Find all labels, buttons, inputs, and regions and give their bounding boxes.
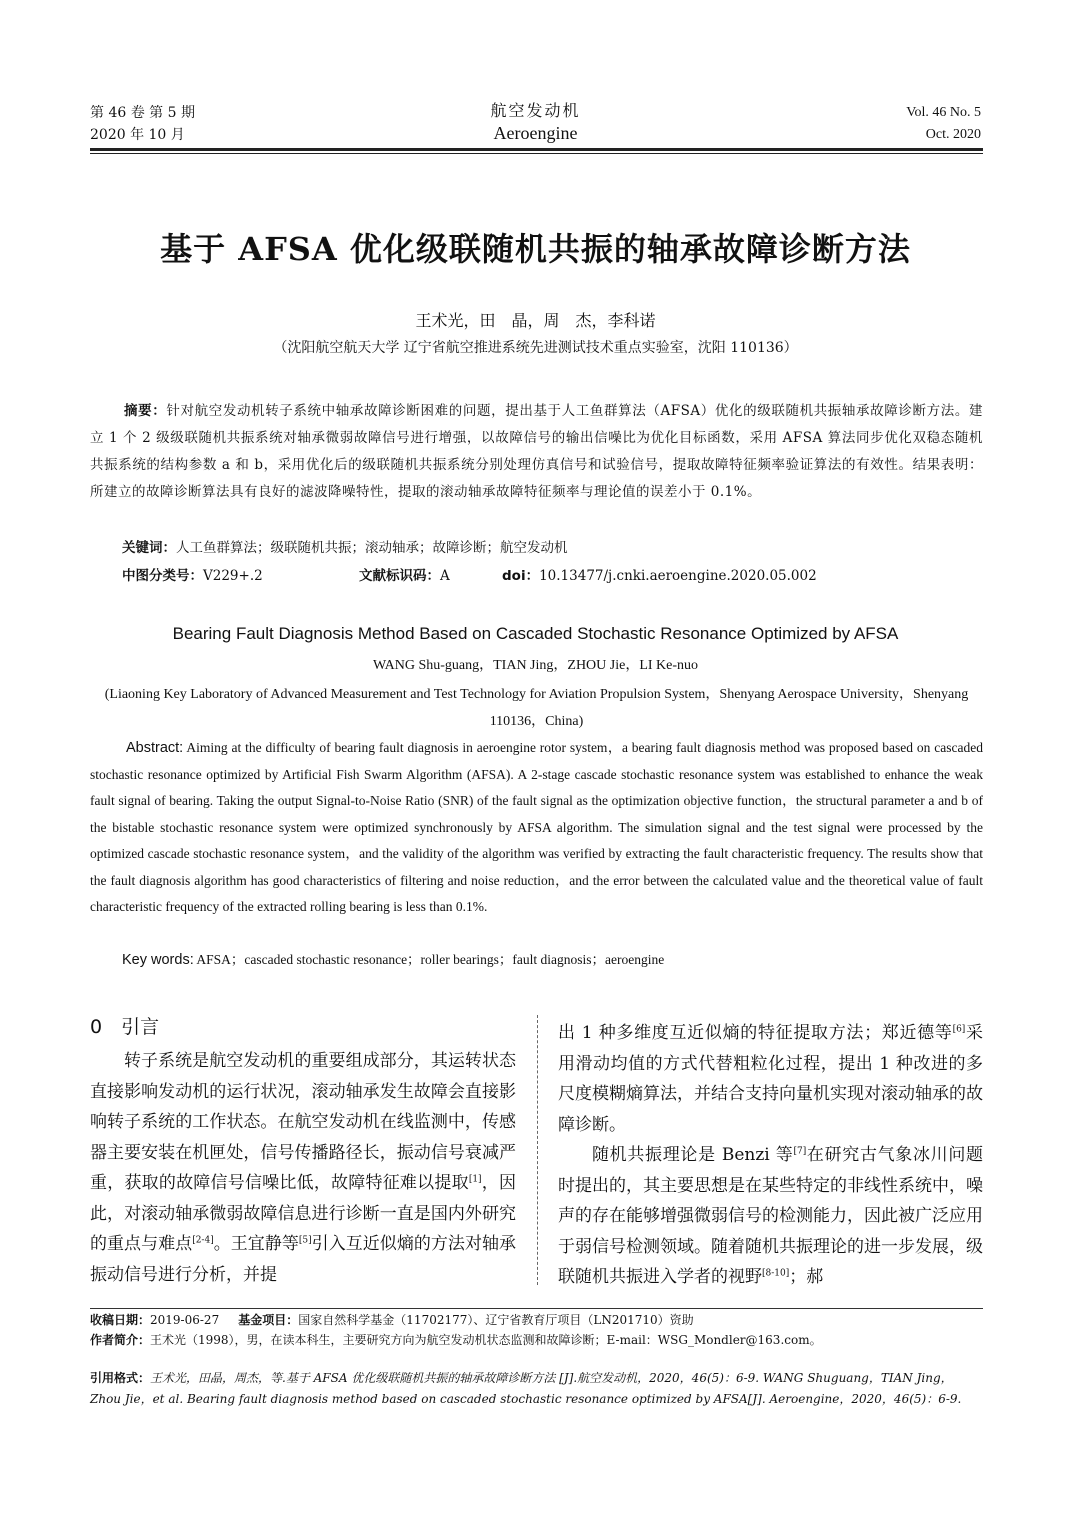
abstract-cn <box>90 398 983 506</box>
paragraph <box>558 1018 983 1140</box>
affiliation-en: (Liaoning Key Laboratory of Advanced Measurement and Test Technology for Aviation Propulsion System，Shenyang Aerospace University，Shenyang 110136，China) <box>104 687 969 729</box>
author-bio: 王术光（1998），男，在读本科生，主要研究方向为航空发动机状态监测和故障诊断；E-mail：WSG_Mondler@163.com。 <box>150 1333 822 1347</box>
publication-date-en: Oct. 2020 <box>925 127 981 142</box>
body-column-right <box>558 1018 983 1293</box>
volume-issue: 第 46 卷 第 5 期 <box>90 105 195 121</box>
publication-date-cn: 2020 年 10 月 <box>90 127 185 143</box>
footnote-author-bio <box>90 1330 983 1350</box>
doi-label: doi： <box>502 568 540 584</box>
citation-ref[interactable]: [2-4] <box>192 1235 214 1246</box>
citation-ref[interactable]: [7] <box>793 1146 807 1157</box>
citation-ref[interactable]: [5] <box>298 1235 312 1246</box>
footnote-received-fund <box>90 1310 983 1330</box>
body-text: 。王宜静等 <box>213 1234 299 1254</box>
doi <box>502 564 817 584</box>
keywords-en <box>122 948 664 968</box>
received-date: 2019-06-27 <box>150 1313 220 1327</box>
footnote-citation-format <box>90 1368 983 1410</box>
header-rule-thick <box>90 148 983 151</box>
author-bio-label: 作者简介： <box>90 1333 151 1347</box>
journal-name-en: Aeroengine <box>493 123 578 143</box>
volume-issue-en: Vol. 46 No. 5 <box>906 105 981 120</box>
citation-ref[interactable]: [6] <box>952 1024 966 1035</box>
keywords-cn-text: 人工鱼群算法；级联随机共振；滚动轴承；故障诊断；航空发动机 <box>176 540 568 556</box>
abstract-cn-label: 摘要： <box>124 403 167 419</box>
body-text: 随机共振理论是 Benzi 等 <box>592 1145 794 1165</box>
journal-volume-info-en <box>906 102 981 146</box>
abstract-en-text: Aiming at the difficulty of bearing fault diagnosis in aeroengine rotor system，a bearing fault diagnosis method was proposed based on cascaded stochastic resonance optimized by Artificial Fish Swarm Algorithm (AFSA). A 2-stage cascade stochastic resonance system was established to enhance the weak fault signal of bearing. Taking the output Signal-to-Noise Ratio (SNR) of the fault signal as the optimization objective function，the structural parameter a and b of the bistable stochastic resonance system were optimized synchronously by AFSA algorithm. The simulation signal and the test signal were processed by the optimized cascade stochastic resonance system，and the validity of the algorithm was verified by extracting the fault characteristic frequency. The results show that the fault diagnosis algorithm has good characteristics of filtering and noise reduction，and the error between the calculated value and the theoretical value of fault characteristic frequency of the extracted rolling bearing is less than 0.1%. <box>90 740 983 914</box>
citation-ref[interactable]: [8-10] <box>762 1268 790 1279</box>
keywords-en-text: AFSA；cascaded stochastic resonance；roller bearings；fault diagnosis；aeroengine <box>196 952 665 967</box>
clc-value: V229+.2 <box>203 568 263 584</box>
doi-value: 10.13477/j.cnki.aeroengine.2020.05.002 <box>539 568 817 584</box>
body-text: 出 1 种多维度互近似熵的特征提取方法；郑近德等 <box>558 1023 953 1043</box>
body-text: 转子系统是航空发动机的重要组成部分，其运转状态直接影响发动机的运行状况，滚动轴承发生故障会直接影响转子系统的工作状态。在航空发动机在线监测中，传感器主要安装在机匣处，信号传播路径长，振动信号衰减严重，获取的故障信号信噪比低，故障特征难以提取 <box>90 1051 516 1193</box>
citation-format: 王术光，田晶，周杰，等.基于 AFSA 优化级联随机共振的轴承故障诊断方法 [J].航空发动机，2020，46(5)：6-9. WANG Shuguang，TIAN Jing，Zhou Jie，et al. Bearing fault diagnosis method based on cascaded stochastic resonance optimized by AFSA[J]. Aeroengine，2020，46(5)：6-9. <box>90 1371 962 1406</box>
paragraph <box>90 1046 516 1290</box>
body-column-left <box>90 1046 516 1290</box>
author-list-en: WANG Shu-guang，TIAN Jing，ZHOU Jie，LI Ke-nuo <box>372 658 699 673</box>
body-text: ，因此，对滚动轴承微弱故障信息进行诊断一直是国内外研究的重点与难点 <box>90 1173 516 1254</box>
paragraph <box>558 1140 983 1293</box>
doc-code-label: 文献标识码： <box>359 568 440 584</box>
keywords-cn <box>122 536 568 556</box>
fund-value: 国家自然科学基金（11702177）、辽宁省教育厅项目（LN201710）资助 <box>298 1313 694 1327</box>
journal-name-cn: 航空发动机 <box>490 101 581 120</box>
clc-label: 中图分类号： <box>122 568 203 584</box>
author-list: 王术光，田 晶，周 杰，李科诺 <box>415 311 656 330</box>
fund-label: 基金项目： <box>238 1313 299 1327</box>
abstract-en <box>90 735 983 921</box>
paper-title-en: Bearing Fault Diagnosis Method Based on Cascaded Stochastic Resonance Optimized by AFSA <box>172 624 899 643</box>
clc-number <box>122 564 263 584</box>
keywords-en-label: Key words: <box>122 952 194 968</box>
body-text: 采用滑动均值的方式代替粗粒化过程，提出 1 种改进的多尺度模糊熵算法，并结合支持向量机实现对滚动轴承的故障诊断。 <box>558 1023 984 1135</box>
paper-title: 基于 AFSA 优化级联随机共振的轴承故障诊断方法 <box>160 230 911 268</box>
body-text: 引入互近似熵的方法对轴承振动信号进行分析，并提 <box>90 1234 517 1285</box>
citation-ref[interactable]: [1] <box>468 1174 482 1185</box>
affiliation: （沈阳航空航天大学 辽宁省航空推进系统先进测试技术重点实验室，沈阳 110136） <box>273 340 798 356</box>
citation-format-label: 引用格式： <box>90 1371 151 1385</box>
doc-code-value: A <box>440 568 450 584</box>
document-code <box>359 564 450 584</box>
keywords-cn-label: 关键词： <box>122 540 176 556</box>
footnote-rule <box>90 1308 983 1309</box>
abstract-en-label: Abstract: <box>126 740 184 756</box>
abstract-cn-text: 针对航空发动机转子系统中轴承故障诊断困难的问题，提出基于人工鱼群算法（AFSA）优化的级联随机共振轴承故障诊断方法。建立 1 个 2 级级联随机共振系统对轴承微弱故障信号进行增强，以故障信号的输出信噪比为优化目标函数，采用 AFSA 算法同步优化双稳态随机共振系统的结构参数 a 和 b，采用优化后的级联随机共振系统分别处理仿真信号和试验信号，提取故障特征频率验证算法的有效性。结果表明：所建立的故障诊断算法具有良好的滤波降噪特性，提取的滚动轴承故障特征频率与理论值的误差小于 0.1%。 <box>90 403 983 500</box>
section-heading: 0 引言 <box>90 1016 160 1038</box>
column-divider <box>537 1015 538 1285</box>
header-rule-thin <box>90 153 983 154</box>
body-text: 在研究古气象冰川问题时提出的，其主要思想是在某些特定的非线性系统中，噪声的存在能够增强微弱信号的检测能力，因此被广泛应用于弱信号检测领域。随着随机共振理论的进一步发展，级联随机共振进入学者的视野 <box>558 1145 984 1287</box>
received-label: 收稿日期： <box>90 1313 151 1327</box>
body-text: ；郝 <box>789 1267 824 1287</box>
